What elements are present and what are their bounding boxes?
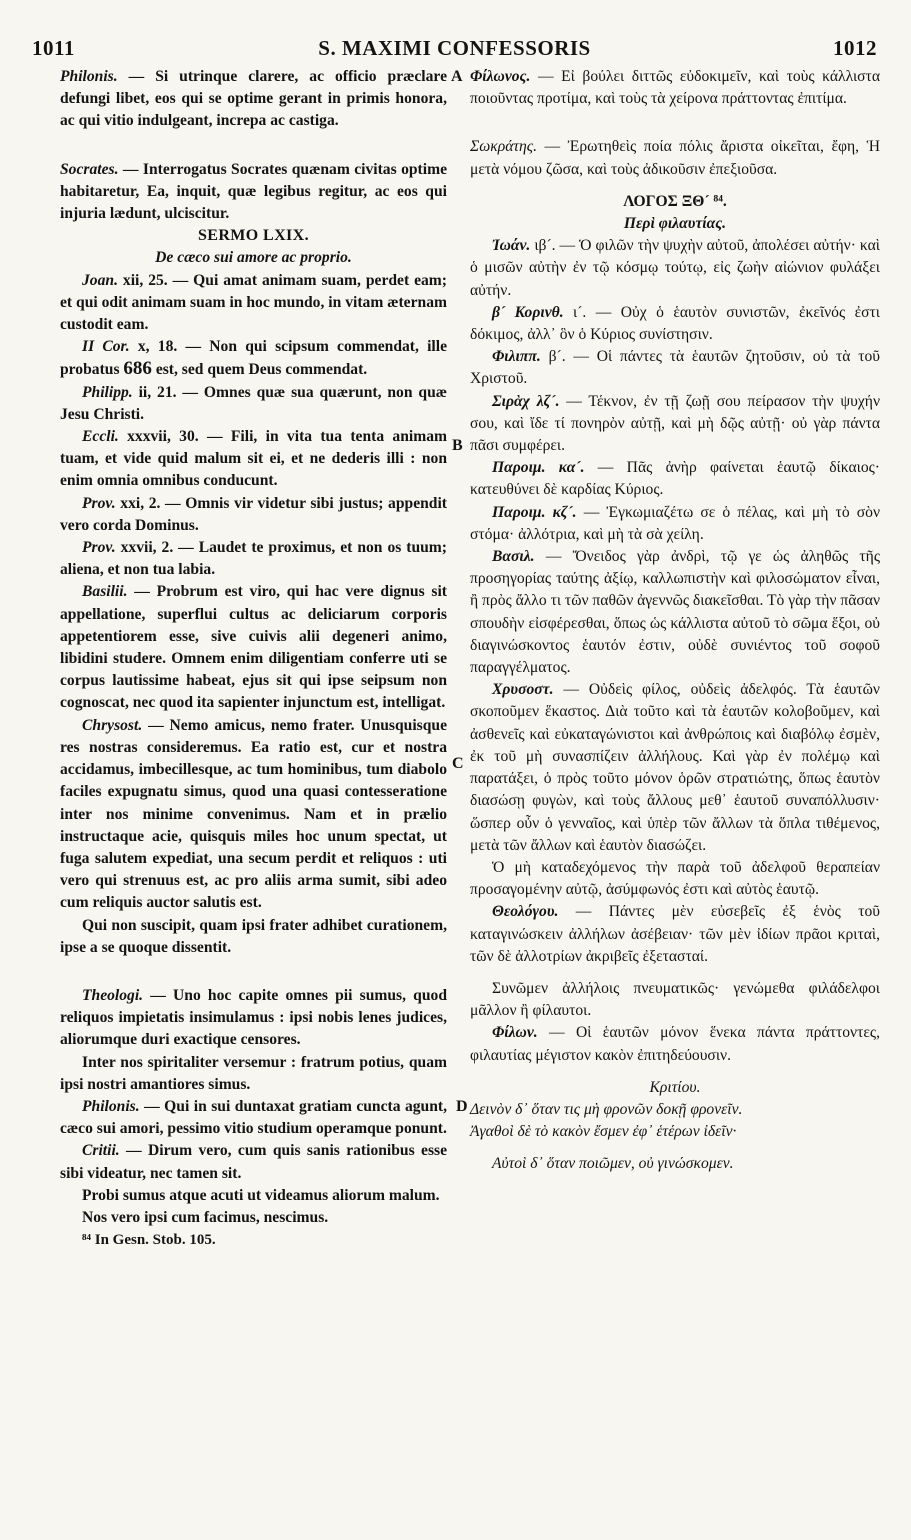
source-label: Φιλιππ. [492,348,541,366]
greek-paragraph: Ὁ μὴ καταδεχόμενος τὴν παρὰ τοῦ ἀδελφοῦ θεραπείαν προσαγομένην αὐτῷ, ἀσύμφωνός ἐστι καὶ αὐτὸς ἑαυτῷ. [470,858,880,899]
greek-paragraph [470,136,880,180]
greek-paragraph [470,391,880,458]
source-label: Socrates. [60,160,119,178]
paragraph-text: — Πᾶς ἀνὴρ φαίνεται ἑαυτῷ δίκαιος· κατευθύνει δὲ καρδίας Κύριος. [470,459,881,499]
paragraph-text: x, 18. — Non qui scipsum commendat, ille probatus [60,338,448,379]
page-number-right: 1012 [833,36,877,60]
paragraph-text: — Probrum est viro, qui hac vere dignus sit appellatione, superflui cultus ac deliciarum corporis appetentiorem esse, sive cuivis alii degeneri animo, libidini studere. Omnem enim diligentiam conferre uti se corpus lautissime habeat, ejus sit qui ipse seipsum non cognoscat, nec quod ita sapienter injunctum est, intelligat. [60,583,447,712]
paragraph-text: — Ἐγκωμιαζέτω σε ὁ πέλας, καὶ μὴ τὸ σὸν στόμα· ἀλλότρια, καὶ μὴ τὰ σὰ χείλη. [470,503,880,543]
margin-letter-b: B [452,437,463,454]
greek-paragraph [470,66,880,110]
source-label: Παροιμ. κα´. [492,459,585,477]
paragraph-text: ιβ´. — Ὁ φιλῶν τὴν ψυχὴν αὐτοῦ, ἀπολέσει αὐτήν· καὶ ὁ μισῶν αὐτὴν ἐν τῷ κόσμῳ τούτῳ, εἰς ζωὴν αἰώνιον φυλάξει αὐτήν. [470,237,880,299]
paragraph-text: — Εἰ βούλει διττῶς εὐδοκιμεῖν, καὶ τοὺς κάλλιστα ποιοῦντας προτίμα, καὶ τοὺς τὰ χείρονα πράττοντας ἐπιτίμα. [470,68,880,108]
latin-paragraph [60,985,447,1052]
paragraph-text: est, sed quem Deus commendat. [151,361,368,379]
margin-letter-d: D [456,1098,468,1115]
greek-paragraph [470,457,880,501]
paragraph-text: xii, 25. — Qui amat animam suam, perdet eam; et qui odit animam suam in hoc mundo, in vitam æternam custodit eam. [60,271,447,334]
greek-paragraph [470,235,880,302]
column-number: 686 [123,358,152,380]
latin-paragraph [60,382,447,426]
paragraph-text: — Πάντες μὲν εὐσεβεῖς ἐξ ἑνὸς τοῦ καταγινώσκειν ἀλλήλων ἀσέβειαν· τῶν μὲν ἰδίων πρᾶοι κριταὶ, τῶν δὲ ἀλλοτρίων ἀκριβεῖς ἐξετασταί. [470,903,880,965]
latin-paragraph [60,1096,447,1140]
verse-line: Αὐτοὶ δ᾽ ὅταν ποιῶμεν, οὐ γινώσκομεν. [492,1155,734,1173]
latin-paragraph [60,537,447,581]
source-label: Σιρὰχ λζ´. [492,392,560,410]
verse-line: Ἀγαθοὶ δὲ τὸ κακὸν ἔσμεν ἐφ᾽ ἑτέρων ἰδεῖν· [470,1123,737,1141]
spacer [470,110,880,136]
latin-paragraph [60,581,447,714]
source-label: β´ Κορινθ. [492,303,564,321]
latin-paragraph [60,270,447,337]
source-label: Theologi. [82,986,144,1004]
logos-subtitle: Περὶ φιλαυτίας. [623,215,727,233]
paragraph-text: β´. — Οἱ πάντες τὰ ἑαυτῶν ζητοῦσιν, οὐ τὰ τοῦ Χριστοῦ. [470,348,880,388]
sermon-title: SERMO LXIX. [197,227,310,245]
source-label: Basilii. [82,583,128,601]
source-label: Βασιλ. [492,548,535,566]
latin-paragraph: Nos vero ipsi cum facimus, nescimus. [82,1208,329,1226]
verse-line: Δεινὸν δ᾽ ὅταν τις μὴ φρονῶν δοκῇ φρονεῖν. [470,1100,743,1118]
paragraph-text: xxvii, 2. — Laudet te proximus, et non os tuum; aliena, et non tua labia. [60,539,447,579]
greek-paragraph: Συνῶμεν ἀλλήλοις πνευματικῶς· γενώμεθα φιλάδελφοι μᾶλλον ἢ φίλαυτοι. [470,979,880,1020]
footnote: ⁸⁴ In Gesn. Stob. 105. [82,1232,216,1249]
latin-column [60,66,447,1251]
spacer [470,181,880,191]
spacer [470,1143,880,1153]
greek-paragraph [470,1022,880,1066]
critias-title: Κριτίου. [649,1078,701,1096]
margin-letter-c: C [452,755,464,772]
latin-paragraph [60,1140,447,1184]
source-label: Σωκράτης. [470,138,537,156]
spacer [470,1067,880,1077]
source-label: Philonis. [82,1097,140,1115]
greek-paragraph [470,546,880,679]
paragraph-text: — Qui in sui duntaxat gratiam cuncta agunt, cæco sui amori, pessimo vitio studium operamque ponunt. [60,1097,447,1138]
source-label: Chrysost. [82,716,143,734]
source-label: Φίλων. [492,1024,538,1042]
spacer [60,959,447,985]
latin-paragraph [60,336,447,381]
source-label: Παροιμ. κζ´. [492,503,577,521]
paragraph-text: — Οἱ ἑαυτῶν μόνον ἕνεκα πάντα πράττοντες, φιλαυτίας μέγιστον κακὸν ἐπιτηδεύουσιν. [470,1024,880,1064]
source-label: Prov. [82,494,116,512]
latin-paragraph [60,66,447,133]
paragraph-text: — Dirum vero, cum quis sanis rationibus esse sibi videatur, nec tamen sit. [60,1142,447,1182]
source-label: Φίλωνος. [470,68,531,85]
spacer [470,968,880,978]
source-label: Joan. [82,271,118,289]
latin-paragraph: Probi sumus atque acuti ut videamus aliorum malum. [82,1186,440,1204]
source-label: Philonis. [60,68,118,85]
spacer [60,133,447,159]
source-label: Philipp. [82,383,133,401]
page-header [32,36,877,62]
source-label: Eccli. [82,428,119,446]
latin-paragraph [60,493,447,537]
paragraph-text: — Nemo amicus, nemo frater. Unusquisque res nostras consideremus. Ea ratio est, cur et nostra accidamus, imbecillesque, ac tum hominibus, tum diabolo faciles expugnatu simus, quod una quasi contesseratione inter nos minime convenimus. Nam et in prælio instructaque acie, quisquis miles hoc unum spectat, ut fuga salutem expediat, una secum perdit et reliquos : uti vero qui strenuus est, ac pro aliis arma sumit, sibi adeo cum reliquis auctor salutis est. [60,716,447,912]
greek-paragraph [470,302,880,346]
latin-paragraph: Inter nos spiritaliter versemur : fratrum potius, quam ipsi nostri amantiores simus. [60,1053,447,1093]
greek-paragraph [470,901,880,968]
latin-paragraph [60,159,447,226]
source-label: Prov. [82,539,116,557]
paragraph-text: — Interrogatus Socrates quænam civitas optime habitaretur, Ea, inquit, quæ legibus regitur, ac eos qui injuria lædunt, ulciscitur. [60,160,447,223]
paragraph-text: ii, 21. — Omnes quæ sua quærunt, non quæ Jesu Christi. [60,383,447,423]
paragraph-text: — Τέκνον, ἐν τῇ ζωῇ σου πείρασον τὴν ψυχήν σου, καὶ ἴδε τί πονηρὸν αὐτῇ, καὶ μὴ δῷς αὐτῇ· οὐ γὰρ πάντα πᾶσι συμφέρει. [470,392,880,455]
sermon-subtitle: De cæco sui amore ac proprio. [155,249,352,267]
margin-letter-a: A [451,68,463,85]
source-label: Θεολόγου. [492,903,559,921]
page-number-left: 1011 [32,36,75,60]
latin-paragraph: Qui non suscipit, quam ipsi frater adhibet curationem, ipse a se quoque dissentit. [60,916,447,956]
paragraph-text: — Ὄνειδος γὰρ ἀνδρὶ, τῷ γε ὡς ἀληθῶς τῆς προσηγορίας ταύτης ἀξίῳ, καλλωπιστὴν καὶ φιλοσώματον εἶναι, ἢ πρὸς ἄλλο τι τῶν παθῶν ἀγεννῶς διακεῖσθαι. Τὸ γὰρ τὴν πᾶσαν σπουδὴν εἰσφέρεσθαι, ὅπως ὡς κάλλιστα αὐτοῦ τὸ σῶμα ἕξοι, οὐ διαγινώσκοντος ἑαυτόν ἐστιν, οὐδὲ συνιέντος τοῦ σοφοῦ παραγγέλματος. [470,548,880,677]
latin-paragraph [60,426,447,493]
paragraph-text: — Si utrinque clarere, ac officio præclare defungi libet, eos qui se optime gerant in primis honora, ac qui vitio indulgeant, increpa ac castiga. [60,68,447,130]
greek-paragraph [470,502,880,546]
paragraph-text: — Ἐρωτηθεὶς ποία πόλις ἄριστα οἰκεῖται, ἔφη, Ἡ μετὰ νόμου ζῶσα, καὶ τοὺς ἀδικοῦσιν ἐπεξιοῦσα. [470,138,880,178]
paragraph-text: — Οὐδεὶς φίλος, οὐδεὶς ἀδελφός. Τὰ ἑαυτῶν σκοποῦμεν ἕκαστος. Διὰ τοῦτο καὶ τὰ ἑαυτῶν κολοβοῦμεν, καὶ ἀσθενεῖς καὶ εὐκαταγώνιστοι καὶ ἀνθρώποις καὶ διαβόλῳ ἐσμὲν, ἐκ τοῦ μὴ συνασπίζειν ἀλλήλους. Καὶ γὰρ ἐν πολέμῳ καὶ παρατάξει, ὁ πρὸς τοῦτο μόνον ὁρῶν στρατιώτης, ὅπως ἑαυτὸν διασώσῃ φυγὼν, καὶ τοὺς ἄλλους μεθ᾽ ἑαυτοῦ συναπόλλυσιν· ὥσπερ οὖν ὁ γενναῖος, καὶ ὑπὲρ τῶν ἄλλων τὰ ὅπλα τιθέμενος, μετὰ τῶν ἄλλων καὶ ἑαυτὸν διασώζει. [470,681,880,854]
latin-paragraph [60,715,447,915]
paragraph-text: — Uno hoc capite omnes pii sumus, quod reliquos impietatis insimulamus : ipsi nobis lenes judices, aliorumque duri exactique censores. [60,986,447,1049]
running-title: S. MAXIMI CONFESSORIS [318,36,591,60]
source-label: II Cor. [82,338,130,356]
greek-column [470,66,880,1176]
source-label: Χρυσοστ. [492,681,554,699]
source-label: Critii. [82,1142,120,1160]
logos-title: ΛΟΓΟΣ ΞΘ´ ⁸⁴. [623,192,727,210]
greek-paragraph [470,679,880,857]
paragraph-text: xxi, 2. — Omnis vir videtur sibi justus; appendit vero corda Dominus. [60,494,447,534]
greek-paragraph [470,346,880,390]
source-label: Ἰωάν. [492,237,531,255]
paragraph-text: ι´. — Οὐχ ὁ ἑαυτὸν συνιστῶν, ἐκεῖνός ἐστι δόκιμος, ἀλλ᾽ ὃν ὁ Κύριος συνίστησιν. [470,303,880,344]
paragraph-text: xxxvii, 30. — Fili, in vita tua tenta animam tuam, et vide quid malum sit ei, et ne dederis illi : non enim omnia omnibus conducunt. [60,428,447,490]
